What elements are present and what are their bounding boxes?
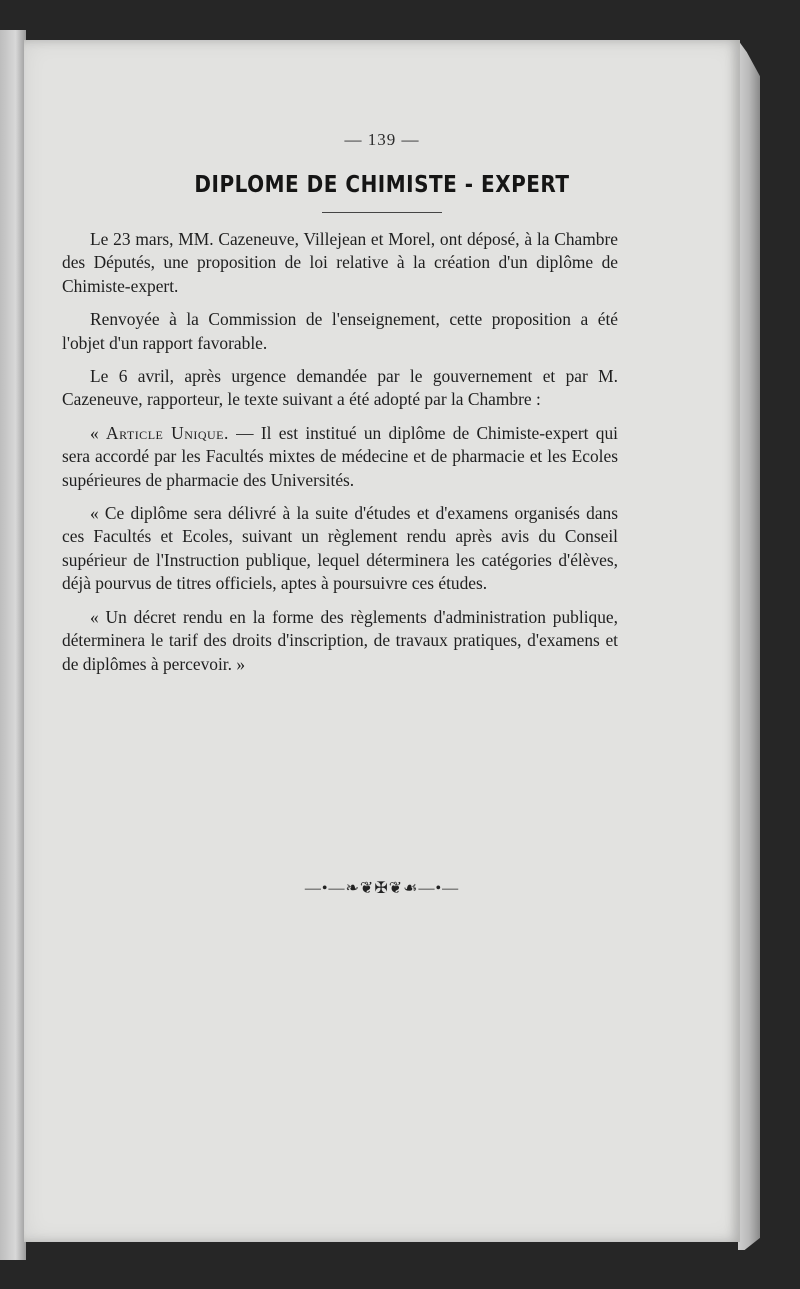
paragraph-3: Le 6 avril, après urgence demandée par le gouvernement et par M. Cazeneuve, rapporteur, le texte suivant a été adopté par la Chambre : (62, 366, 618, 410)
page-title: DIPLOME DE CHIMISTE - EXPERT (194, 170, 570, 198)
adjacent-page-edge (0, 30, 26, 1260)
paragraph-4 (62, 422, 618, 492)
book-page (24, 40, 740, 1242)
article-text: — Il est institué un diplôme de Chimiste-expert qui sera accordé par les Facultés mixtes de médecine et de pharmacie et les Ecoles supérieures de pharmacie des Universités. (62, 422, 619, 490)
page-fore-edge (738, 40, 760, 1250)
page-number: — 139 — (344, 130, 420, 149)
ornament-divider: —•—❧❦✠❦☙—•— (304, 880, 460, 897)
article-heading: « Article Unique. (90, 422, 229, 443)
paragraph-1: Le 23 mars, MM. Cazeneuve, Villejean et Morel, ont déposé, à la Chambre des Députés, une proposition de loi relative à la création d'un diplôme de Chimiste-expert. (62, 229, 618, 296)
paragraph-2: Renvoyée à la Commission de l'enseignement, cette proposition a été l'objet d'un rapport favorable. (62, 309, 618, 353)
body-text (62, 228, 618, 686)
paragraph-6: « Un décret rendu en la forme des règlements d'administration publique, déterminera le tarif des droits d'inscription, de travaux pratiques, d'examens et de diplômes à percevoir. » (62, 606, 618, 674)
title-rule (322, 212, 442, 213)
paragraph-5: « Ce diplôme sera délivré à la suite d'études et d'examens organisés dans ces Facultés et Ecoles, suivant un règlement rendu après avis du Conseil supérieur de l'Instruction publique, lequel déterminera les catégories d'élèves, déjà pourvus de titres officiels, aptes à poursuivre ces études. (62, 503, 618, 594)
